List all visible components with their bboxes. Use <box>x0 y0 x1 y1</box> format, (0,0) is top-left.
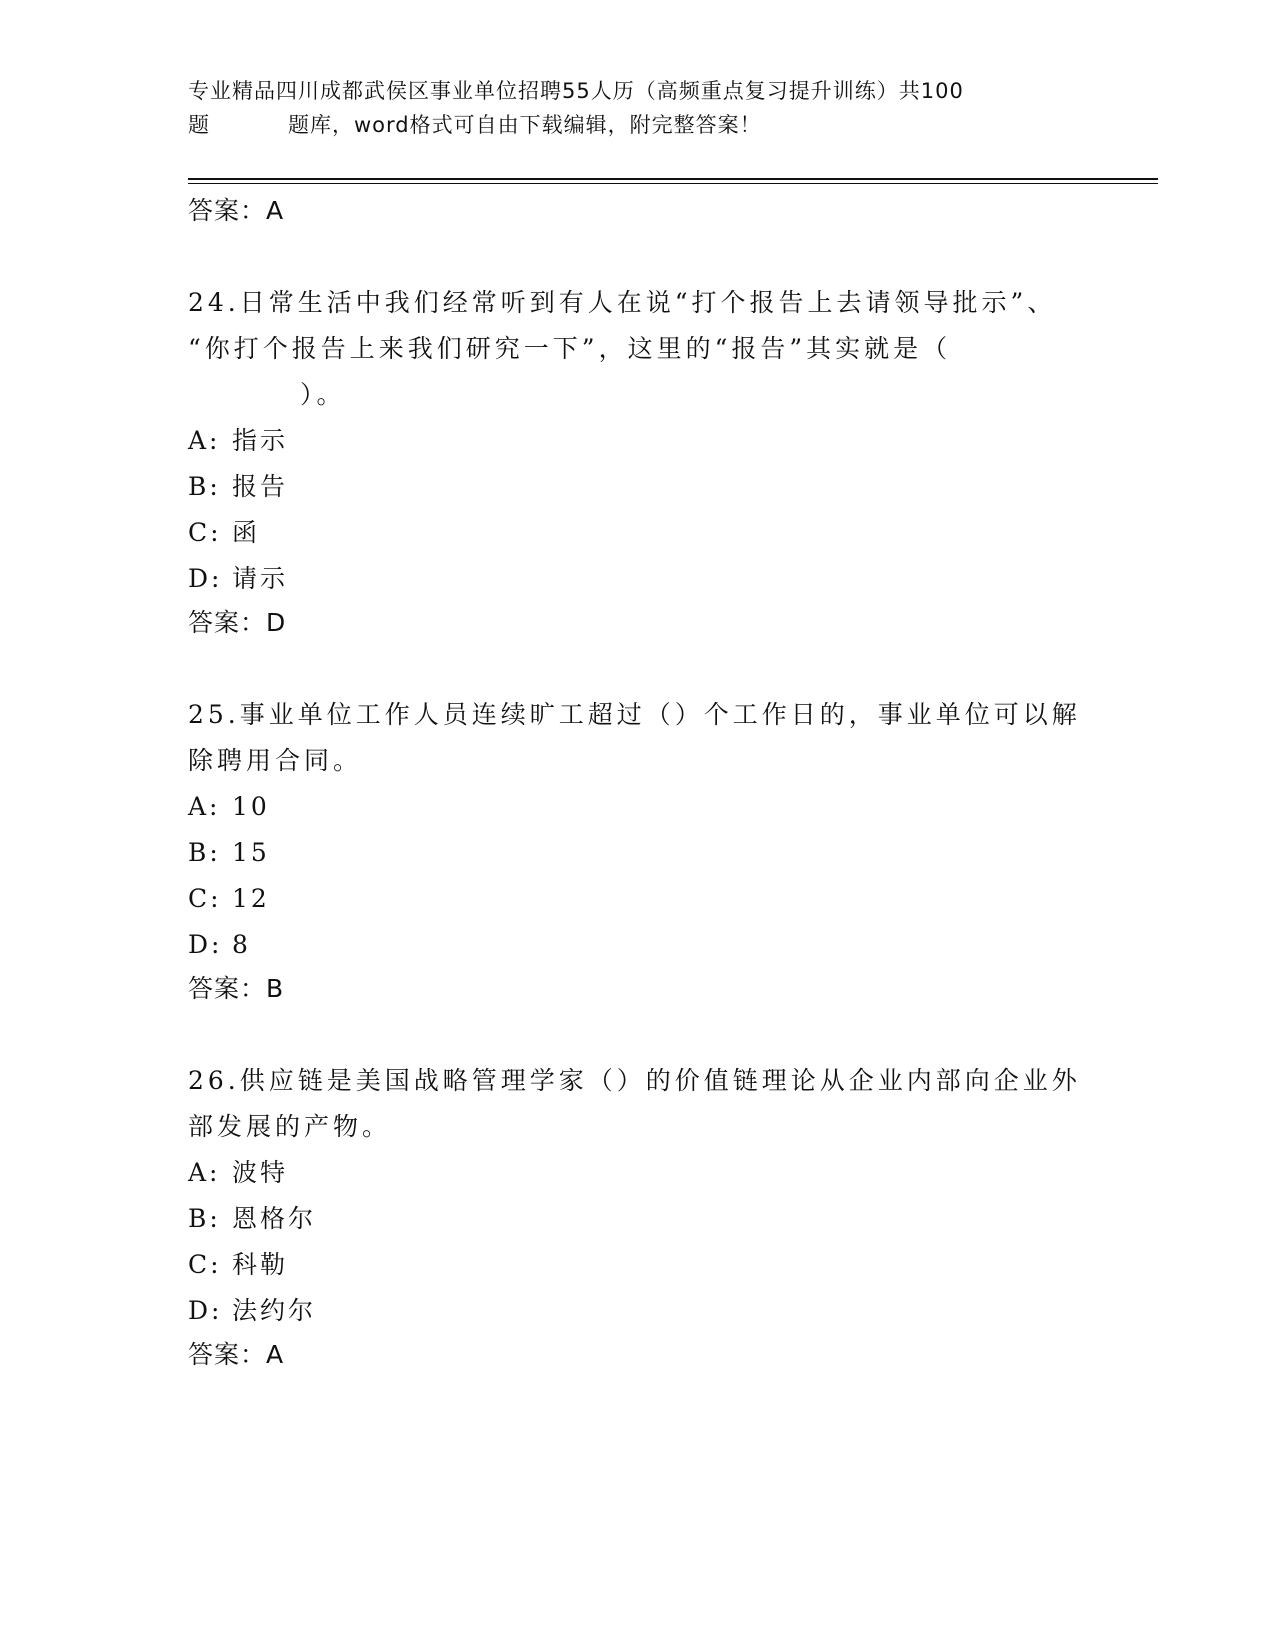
page-header <box>188 74 1088 142</box>
option-b <box>188 464 1088 510</box>
option-text: 报告 <box>232 472 289 501</box>
document-content <box>188 190 1088 1376</box>
question-line: 除聘用合同。 <box>188 746 363 775</box>
question-line: 部发展的产物。 <box>188 1112 392 1141</box>
header-title-line: 专业精品四川成都武侯区事业单位招聘55人历（高频重点复习提升训练）共100 <box>188 79 964 103</box>
option-c <box>188 876 1088 922</box>
option-text: 函 <box>232 518 261 547</box>
option-key: A: <box>188 426 221 455</box>
option-a <box>188 1150 1088 1196</box>
option-text: 8 <box>232 930 251 959</box>
option-c <box>188 1242 1088 1288</box>
option-a <box>188 784 1088 830</box>
option-key: B: <box>188 472 221 501</box>
question-25 <box>188 692 1088 1010</box>
option-text: 请示 <box>232 564 289 593</box>
question-line: 26.供应链是美国战略管理学家（）的价值链理论从企业内部向企业外 <box>188 1066 1081 1095</box>
question-24 <box>188 280 1088 644</box>
option-b <box>188 830 1088 876</box>
header-divider-thin <box>188 183 1158 184</box>
question-number: 24. <box>188 288 240 317</box>
question-text <box>188 692 1088 784</box>
question-line: 24.日常生活中我们经常听到有人在说“打个报告上去请领导批示”、 <box>188 288 1057 317</box>
option-text: 12 <box>232 884 270 913</box>
option-text: 10 <box>232 792 270 821</box>
option-b <box>188 1196 1088 1242</box>
question-text <box>188 1058 1088 1150</box>
spacer <box>188 1010 1088 1058</box>
option-key: D: <box>188 1296 223 1325</box>
previous-answer: 答案：A <box>188 196 285 225</box>
option-key: D: <box>188 564 223 593</box>
question-line: ）。 <box>300 380 346 409</box>
spacer <box>188 232 1088 280</box>
question-number: 26. <box>188 1066 240 1095</box>
option-key: B: <box>188 1204 221 1233</box>
option-text: 法约尔 <box>232 1296 317 1325</box>
option-key: C: <box>188 518 222 547</box>
option-text: 恩格尔 <box>232 1204 317 1233</box>
option-text: 波特 <box>232 1158 289 1187</box>
header-subtitle-lead: 题 <box>188 113 210 137</box>
option-d <box>188 556 1088 602</box>
option-key: C: <box>188 884 222 913</box>
header-divider-thick <box>188 178 1158 180</box>
option-text: 指示 <box>232 426 289 455</box>
option-c <box>188 510 1088 556</box>
option-key: A: <box>188 1158 221 1187</box>
question-answer: 答案：B <box>188 974 285 1003</box>
option-a <box>188 418 1088 464</box>
option-d <box>188 922 1088 968</box>
option-key: C: <box>188 1250 222 1279</box>
question-line: 25.事业单位工作人员连续旷工超过（）个工作日的，事业单位可以解 <box>188 700 1081 729</box>
question-answer: 答案：A <box>188 1340 285 1369</box>
option-key: A: <box>188 792 221 821</box>
question-text <box>188 280 1088 418</box>
spacer <box>188 644 1088 692</box>
header-subtitle-text: 题库，word格式可自由下载编辑，附完整答案！ <box>288 113 762 137</box>
question-line: “你打个报告上来我们研究一下”，这里的“报告”其实就是（ <box>188 334 952 363</box>
header-subtitle-line <box>188 108 1088 142</box>
option-d <box>188 1288 1088 1334</box>
question-answer: 答案：D <box>188 608 287 637</box>
option-text: 科勒 <box>232 1250 289 1279</box>
question-number: 25. <box>188 700 240 729</box>
option-text: 15 <box>232 838 270 867</box>
question-26 <box>188 1058 1088 1376</box>
option-key: D: <box>188 930 223 959</box>
option-key: B: <box>188 838 221 867</box>
